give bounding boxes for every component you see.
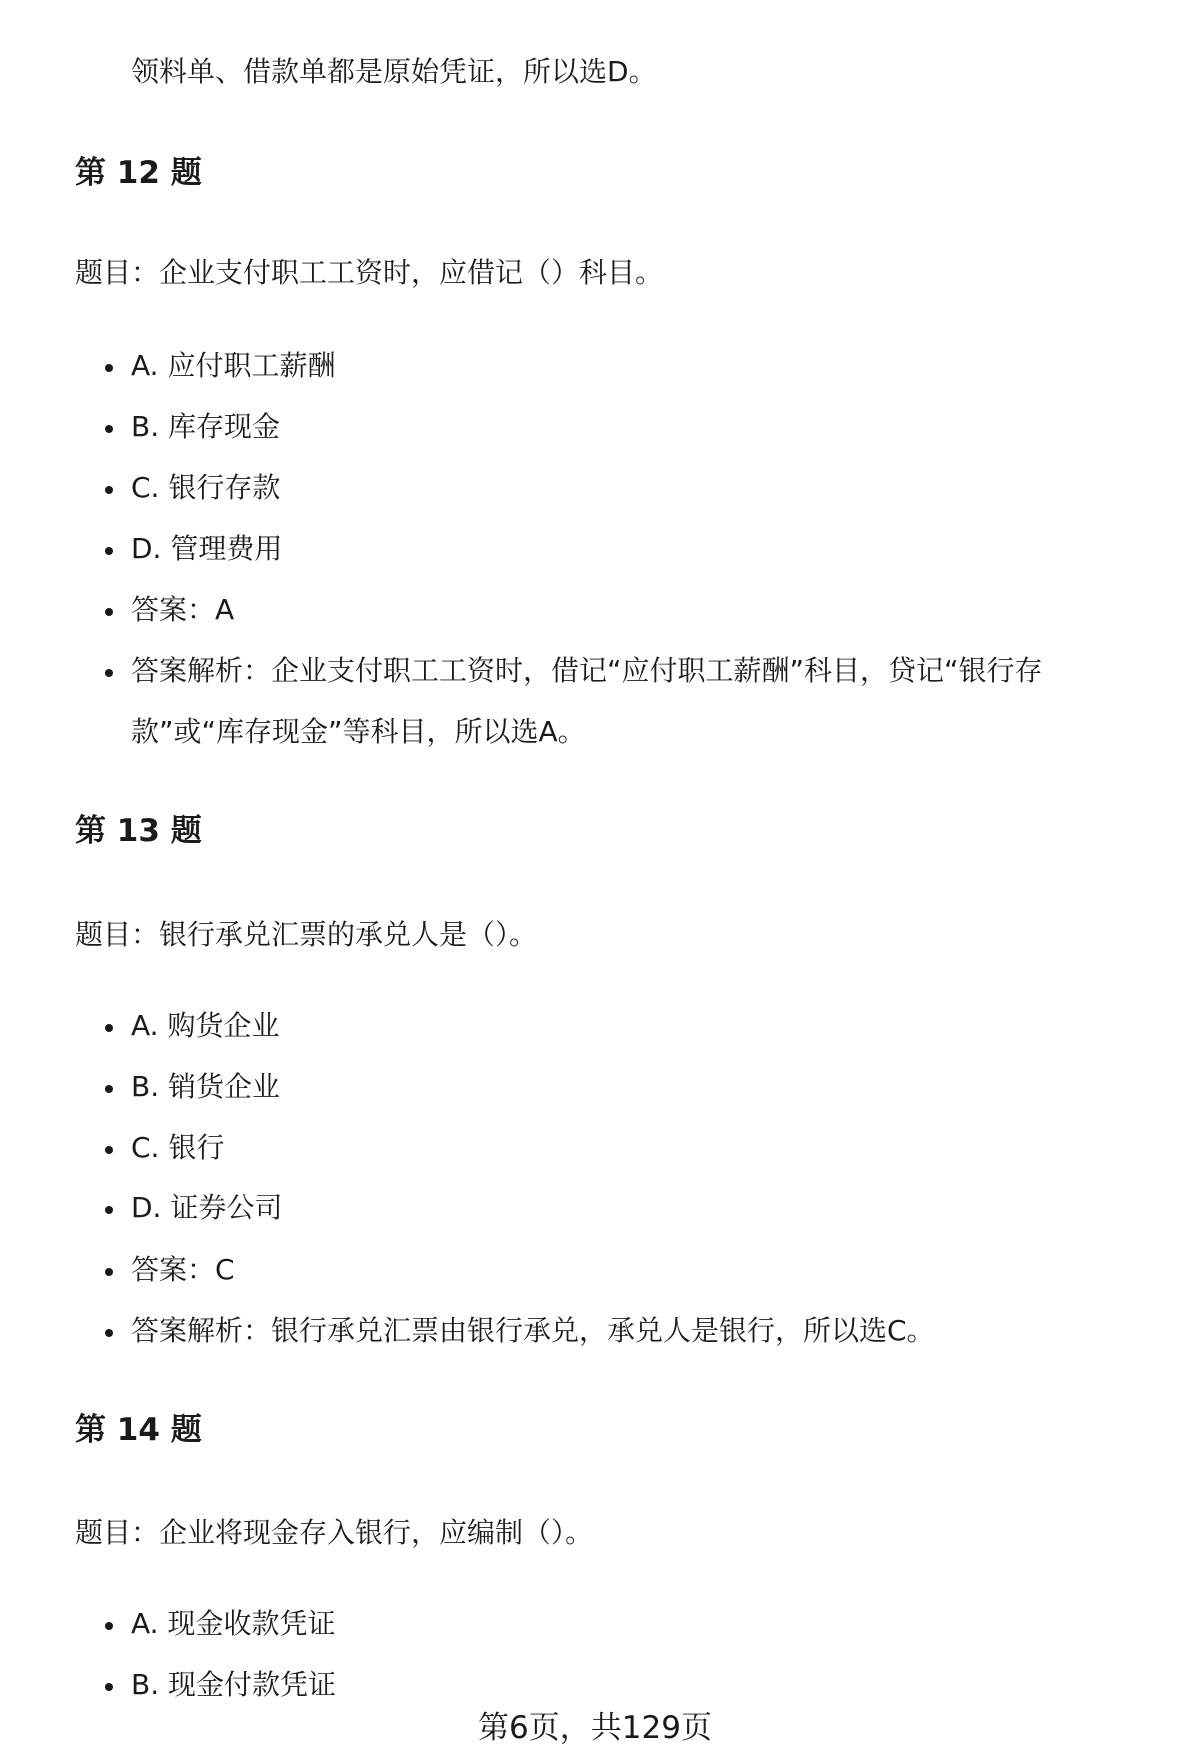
question-12-explanation-line-1: 答案解析：企业支付职工工资时，借记“应付职工薪酬”科目，贷记“银行存	[131, 654, 1043, 687]
page-number-footer: 第6页，共129页	[478, 1710, 712, 1746]
bullet-icon	[105, 425, 113, 433]
question-12-explanation-line-2: 款”或“库存现金”等科目，所以选A。	[131, 715, 586, 748]
previous-explanation-continuation: 领料单、借款单都是原始凭证，所以选D。	[131, 55, 657, 88]
question-13-explanation-line-1: 答案解析：银行承兑汇票由银行承兑，承兑人是银行，所以选C。	[131, 1314, 935, 1347]
question-13-option-a: A. 购货企业	[131, 1009, 280, 1042]
question-13-option-c: C. 银行	[131, 1131, 225, 1164]
bullet-icon	[105, 1085, 113, 1093]
bullet-icon	[105, 1146, 113, 1154]
bullet-icon	[105, 608, 113, 616]
question-13-stem: 题目：银行承兑汇票的承兑人是（）。	[75, 918, 538, 951]
question-13-option-d: D. 证券公司	[131, 1191, 283, 1224]
question-13-answer: 答案：C	[131, 1253, 235, 1286]
bullet-icon	[105, 1024, 113, 1032]
question-12-title: 第 12 题	[75, 155, 202, 191]
bullet-icon	[105, 1329, 113, 1337]
question-12-option-a: A. 应付职工薪酬	[131, 349, 336, 382]
question-14-stem: 题目：企业将现金存入银行，应编制（）。	[75, 1516, 594, 1549]
bullet-icon	[105, 1268, 113, 1276]
bullet-icon	[105, 1622, 113, 1630]
bullet-icon	[105, 669, 113, 677]
question-12-option-b: B. 库存现金	[131, 410, 281, 443]
question-14-title: 第 14 题	[75, 1412, 202, 1448]
question-13-title: 第 13 题	[75, 813, 202, 849]
bullet-icon	[105, 486, 113, 494]
bullet-icon	[105, 1683, 113, 1691]
bullet-icon	[105, 364, 113, 372]
question-14-option-b: B. 现金付款凭证	[131, 1668, 337, 1701]
question-12-stem: 题目：企业支付职工工资时，应借记（）科目。	[75, 256, 664, 289]
question-12-answer: 答案：A	[131, 593, 235, 626]
question-12-option-c: C. 银行存款	[131, 471, 281, 504]
question-13-option-b: B. 销货企业	[131, 1070, 281, 1103]
bullet-icon	[105, 547, 113, 555]
question-14-option-a: A. 现金收款凭证	[131, 1607, 336, 1640]
bullet-icon	[105, 1206, 113, 1214]
question-12-option-d: D. 管理费用	[131, 532, 283, 565]
